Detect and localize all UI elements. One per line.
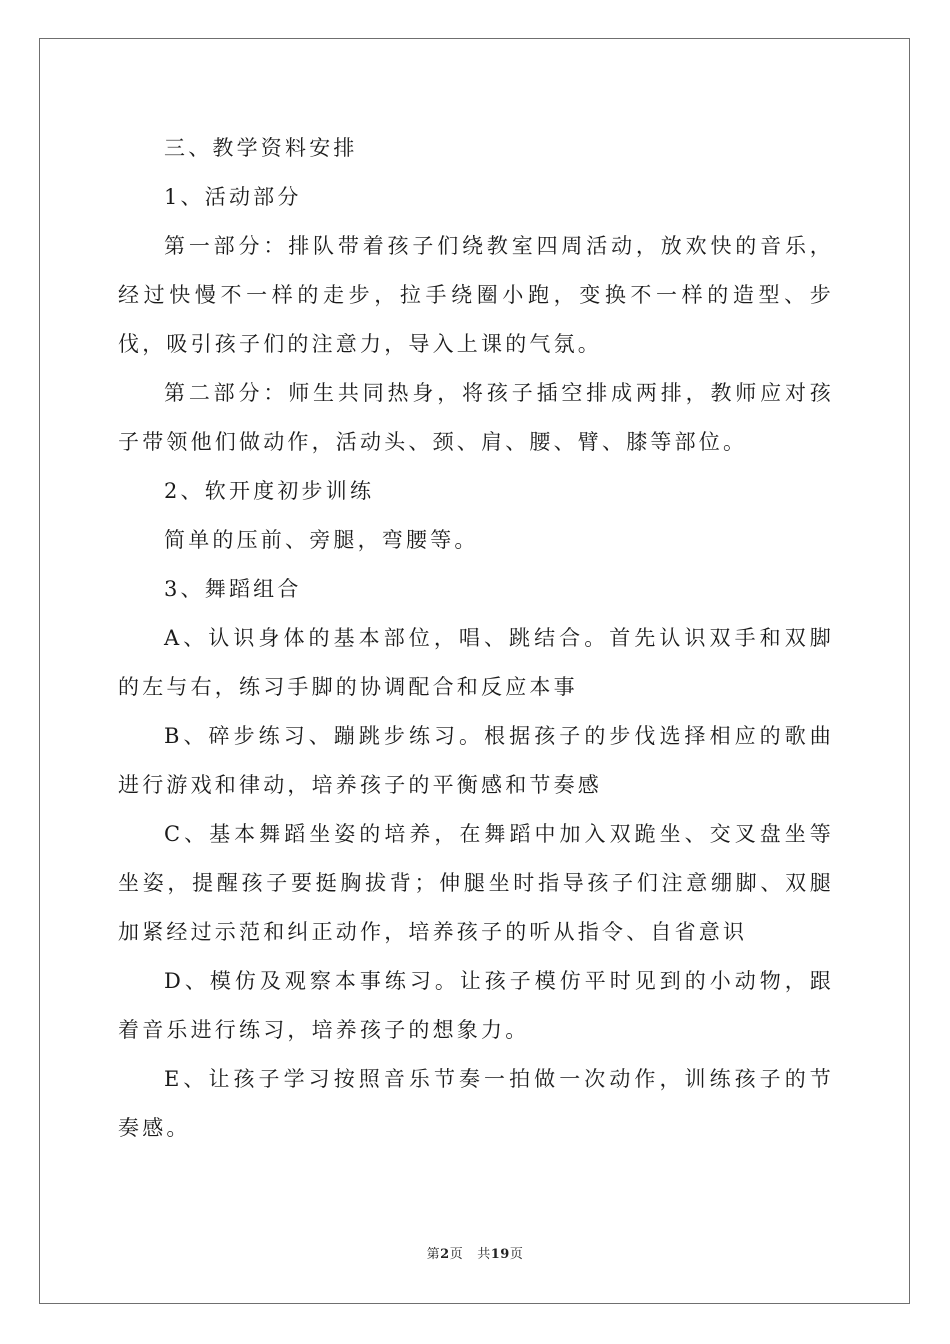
page-footer — [0, 1245, 950, 1265]
subsection-heading: 1、活动部分 — [164, 185, 302, 209]
total-page-count: 19 — [490, 1247, 510, 1262]
total-prefix: 共 — [477, 1247, 491, 1262]
document-body — [118, 124, 834, 1153]
body-paragraph: 第二部分：师生共同热身，将孩子插空排成两排，教师应对孩子带领他们做动作，活动头、颈、肩、腰、臂、膝等部位。 — [118, 381, 834, 454]
body-paragraph: 第一部分：排队带着孩子们绕教室四周活动，放欢快的音乐，经过快慢不一样的走步，拉手绕圈小跑，变换不一样的造型、步伐，吸引孩子们的注意力，导入上课的气氛。 — [118, 234, 834, 356]
current-page-number: 2 — [440, 1247, 450, 1262]
body-paragraph: A、认识身体的基本部位，唱、跳结合。首先认识双手和双脚的左与右，练习手脚的协调配合和反应本事 — [118, 626, 834, 699]
body-paragraph: 简单的压前、旁腿，弯腰等。 — [164, 528, 479, 552]
body-paragraph: E、让孩子学习按照音乐节奏一拍做一次动作，训练孩子的节奏感。 — [118, 1067, 834, 1140]
total-suffix: 页 — [509, 1247, 524, 1262]
body-paragraph: D、模仿及观察本事练习。让孩子模仿平时见到的小动物，跟着音乐进行练习，培养孩子的想象力。 — [118, 969, 834, 1042]
body-paragraph: B、碎步练习、蹦跳步练习。根据孩子的步伐选择相应的歌曲进行游戏和律动，培养孩子的平衡感和节奏感 — [118, 724, 834, 797]
subsection-heading: 2、软开度初步训练 — [164, 479, 375, 503]
page-prefix: 第 — [426, 1247, 441, 1262]
body-paragraph: C、基本舞蹈坐姿的培养，在舞蹈中加入双跪坐、交叉盘坐等坐姿，提醒孩子要挺胸拔背；伸腿坐时指导孩子们注意绷脚、双腿加紧经过示范和纠正动作，培养孩子的听从指令、自省意识 — [118, 822, 834, 944]
subsection-heading: 3、舞蹈组合 — [164, 577, 302, 601]
page-suffix: 页 — [449, 1247, 464, 1262]
section-heading: 三、教学资料安排 — [164, 136, 358, 160]
